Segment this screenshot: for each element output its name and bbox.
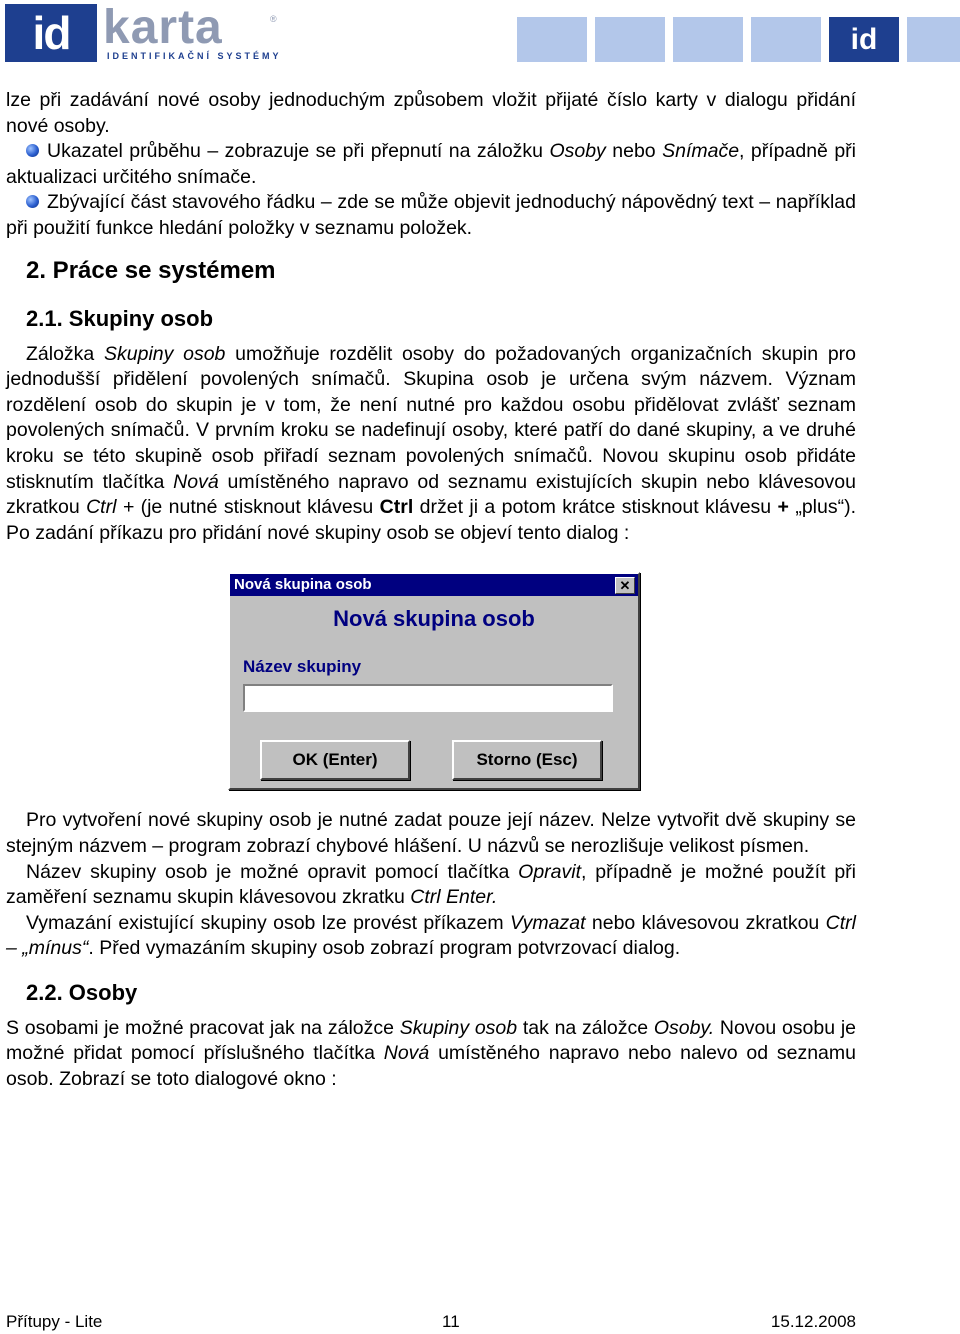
page-footer (6, 1312, 856, 1334)
new-group-dialog (228, 572, 640, 790)
header-block (907, 17, 960, 62)
bullet-progress: Ukazatel průběhu – zobrazuje se při přepnutí na záložku Osoby nebo Snímače, případně při aktualizaci určitého snímače. (6, 140, 857, 188)
dialog-heading: Nová skupina osob (333, 606, 535, 632)
bullet-icon (26, 195, 39, 208)
document-body (6, 88, 856, 1093)
dialog-title: Nová skupina osob (234, 576, 372, 594)
header-block (517, 17, 587, 62)
logo-wordmark: karta (103, 1, 223, 54)
dialog-figure (6, 546, 856, 808)
bullet-statusbar: Zbývající část stavového řádku – zde se může objevit jednoduchý nápovědný text – například při použití funkce hledání položky v seznamu položek. (6, 191, 856, 239)
intro-paragraph: lze při zadávání nové osoby jednoduchým způsobem vložit přijaté číslo karty v dialogu přidání nové osoby. (6, 89, 856, 137)
page-number: 11 (442, 1312, 460, 1331)
logo-id: id (5, 4, 97, 62)
cancel-button[interactable]: Storno (Esc) (452, 740, 602, 780)
bullet-icon (26, 144, 39, 157)
groups-paragraph: Záložka Skupiny osob umožňuje rozdělit osoby do požadovaných organizačních skupin pro jednodušší přidělení povolených snímačů. Skupina osob je určena svým názvem. Význam rozdělení osob do skupin je v tom, že není nutné pro každou osobu přidělovat zvlášť seznam povolených snímačů. V prvním kroku se nadefinují osoby, které patří do dané skupiny, a ve druhé kroku se této skupině osob přiřadí seznam povolených snímačů. Novou skupinu osob přidáte stisknutím tlačítka Nová umístěného napravo od seznamu existujících skupin nebo klávesovou zkratkou Ctrl + (je nutné stisknout klávesu Ctrl držet ji a potom krátce stisknout klávesu + „plus“). Po zadání příkazu pro přidání nové skupiny osob se objeví tento dialog : (6, 342, 857, 544)
header-block (751, 17, 821, 62)
ok-button[interactable]: OK (Enter) (260, 740, 410, 780)
delete-group-paragraph: Vymazání existující skupiny osob lze provést příkazem Vymazat nebo klávesovou zkratkou Ctrl – „mínus“. Před vymazáním skupiny osob zobrazí program potvrzovací dialog. (6, 911, 856, 960)
header-block (673, 17, 743, 62)
footer-date: 15.12.2008 (770, 1312, 856, 1331)
section-heading-2-2: 2.2. Osoby (26, 979, 138, 1005)
section-heading-2: 2. Práce se systémem (26, 256, 276, 284)
create-group-paragraph: Pro vytvoření nové skupiny osob je nutné zadat pouze její název. Nelze vytvořit dvě skupiny se stejným názvem – program zobrazí chybové hlášení. U názvů se nerozlišuje velikost písmen. (6, 809, 856, 857)
footer-product: Přítupy - Lite (6, 1312, 103, 1331)
dialog-titlebar (230, 574, 638, 596)
header-block (595, 17, 665, 62)
group-name-input[interactable] (243, 684, 613, 712)
close-icon[interactable]: ✕ (615, 577, 635, 594)
logo-registered-mark: ® (270, 14, 277, 24)
logo-subtitle: IDENTIFIKAČNÍ SYSTÉMY (107, 51, 282, 61)
group-name-label: Název skupiny (243, 656, 362, 676)
persons-paragraph: S osobami je možné pracovat jak na záložce Skupiny osob tak na záložce Osoby. Novou osobu je možné přidat pomocí příslušného tlačítka Nová umístěného napravo nebo nalevo od seznamu osob. Zobrazí se toto dialogové okno : (6, 1016, 856, 1091)
edit-group-paragraph: Název skupiny osob je možné opravit pomocí tlačítka Opravit, případně je možné použít při zaměření seznamu skupin klávesovou zkratku Ctrl Enter. (6, 860, 856, 909)
section-heading-2-1: 2.1. Skupiny osob (26, 305, 214, 331)
page-header (0, 0, 960, 66)
header-id-badge: id (829, 17, 899, 62)
